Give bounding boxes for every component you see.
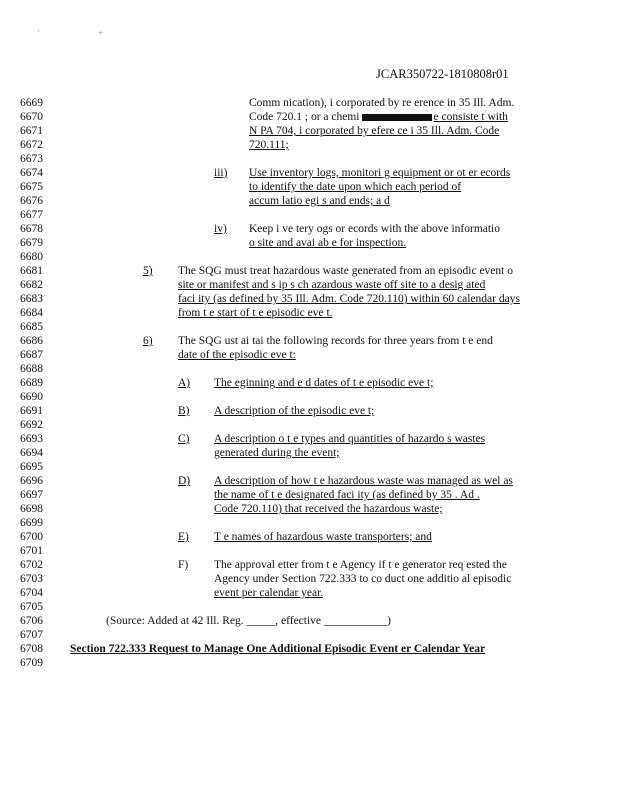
line-number: 6675 <box>20 181 43 193</box>
line-number: 6670 <box>20 111 43 123</box>
line-number: 6706 <box>20 615 43 627</box>
line-number: 6678 <box>20 223 43 235</box>
line-number: 6690 <box>20 391 43 403</box>
text-line: A description of how t e hazardous waste was managed as wel as <box>214 475 513 487</box>
line-number: 6703 <box>20 573 43 585</box>
line-number: 6685 <box>20 321 43 333</box>
line-number: 6696 <box>20 475 43 487</box>
text-line: site or manifest and s ip s ch azardous waste off site to a desig ated <box>178 279 486 291</box>
line-number: 6671 <box>20 125 43 137</box>
text-line: N PA 704, i corporated by efere ce i 35 Ill. Adm. Code <box>249 125 500 137</box>
text-line: T e names of hazardous waste transporters; and <box>214 531 432 543</box>
line-number: 6697 <box>20 489 43 501</box>
item-label: iii) <box>214 167 228 179</box>
text-line: Keep i ve tery ogs or ecords with the above informatio <box>249 223 501 235</box>
line-number: 6705 <box>20 601 43 613</box>
item-label: A) <box>178 377 191 389</box>
text-line: A description o t e types and quantities of hazardo s wastes <box>214 433 486 445</box>
line-number: 6688 <box>20 363 43 375</box>
line-number: 6693 <box>20 433 43 445</box>
text-fragment: e consiste t with <box>433 111 508 123</box>
line-number: 6708 <box>20 643 43 655</box>
text-fragment: Code 720.1 ; or a chemi <box>249 111 360 123</box>
text-line: generated during the event; <box>214 447 340 459</box>
text-line: accum latio egi s and ends; a d <box>249 195 390 207</box>
text-line: Use inventory logs, monitori g equipment or ot er ecords <box>249 167 511 179</box>
section-heading: Section 722.333 Request to Manage One Additional Episodic Event er Calendar Year <box>70 643 486 655</box>
line-number: 6700 <box>20 531 43 543</box>
line-number: 6699 <box>20 517 43 529</box>
text-line: event per calendar year. <box>214 587 324 599</box>
line-number: 6709 <box>20 657 43 669</box>
line-number: 6701 <box>20 545 43 557</box>
line-number: 6687 <box>20 349 43 361</box>
line-number: 6698 <box>20 503 43 515</box>
line-number: 6673 <box>20 153 43 165</box>
document-id: JCAR350722-1810808r01 <box>376 67 509 81</box>
text-line <box>249 110 508 124</box>
line-number: 6682 <box>20 279 43 291</box>
text-line: Comm nication), i corporated by re erence in 35 Ill. Adm. <box>249 97 515 109</box>
text-line: Code 720.110) that received the hazardous waste; <box>214 503 443 515</box>
item-label: 6) <box>143 335 153 347</box>
text-line: the name of t e designated faci ity (as defined by 35 . Ad . <box>214 489 480 501</box>
line-number: 6686 <box>20 335 43 347</box>
line-number: 6680 <box>20 251 43 263</box>
line-number: 6684 <box>20 307 43 319</box>
text-line: The SQG must treat hazardous waste generated from an episodic event o <box>178 265 513 277</box>
line-number: 6669 <box>20 97 43 109</box>
item-label: iv) <box>214 223 227 235</box>
item-label: B) <box>178 405 190 417</box>
redaction-mark <box>362 114 432 121</box>
line-number: 6677 <box>20 209 43 221</box>
text-line: The approval etter from t e Agency if t e generator req ested the <box>214 559 507 571</box>
text-line: 720.111; <box>249 139 289 151</box>
line-number: 6694 <box>20 447 43 459</box>
line-number: 6679 <box>20 237 43 249</box>
text-line: to identify the date upon which each period of <box>249 181 462 193</box>
text-line: The SQG ust ai tai the following records for three years from t e end <box>178 335 493 347</box>
line-number: 6707 <box>20 629 43 641</box>
item-label: C) <box>178 433 190 445</box>
source-note: (Source: Added at 42 Ill. Reg. _____, effective ___________) <box>106 615 391 627</box>
line-number: 6672 <box>20 139 43 151</box>
line-number: 6695 <box>20 461 43 473</box>
text-line: date of the episodic eve t: <box>178 349 296 361</box>
line-number: 6683 <box>20 293 43 305</box>
line-number: 6702 <box>20 559 43 571</box>
item-label: F) <box>178 559 189 571</box>
line-number: 6681 <box>20 265 43 277</box>
text-line: faci ity (as defined by 35 Ill. Adm. Code 720.110) within 60 calendar days <box>178 293 520 305</box>
text-line: Agency under Section 722.333 to co duct one additio al episodic <box>214 573 512 585</box>
line-number: 6704 <box>20 587 43 599</box>
line-number: 6689 <box>20 377 43 389</box>
line-number: 6676 <box>20 195 43 207</box>
item-label: 5) <box>143 265 153 277</box>
text-line: o site and avai ab e for inspection. <box>249 237 407 249</box>
item-label: E) <box>178 531 189 543</box>
item-label: D) <box>178 475 191 487</box>
text-line: The eginning and e d dates of t e episodic eve t; <box>214 377 434 389</box>
line-number: 6692 <box>20 419 43 431</box>
text-line: from t e start of t e episodic eve t. <box>178 307 333 319</box>
line-number: 6691 <box>20 405 43 417</box>
text-line: A description of the episodic eve t; <box>214 405 375 417</box>
line-number: 6674 <box>20 167 43 179</box>
scan-marks: ' + <box>38 28 131 38</box>
